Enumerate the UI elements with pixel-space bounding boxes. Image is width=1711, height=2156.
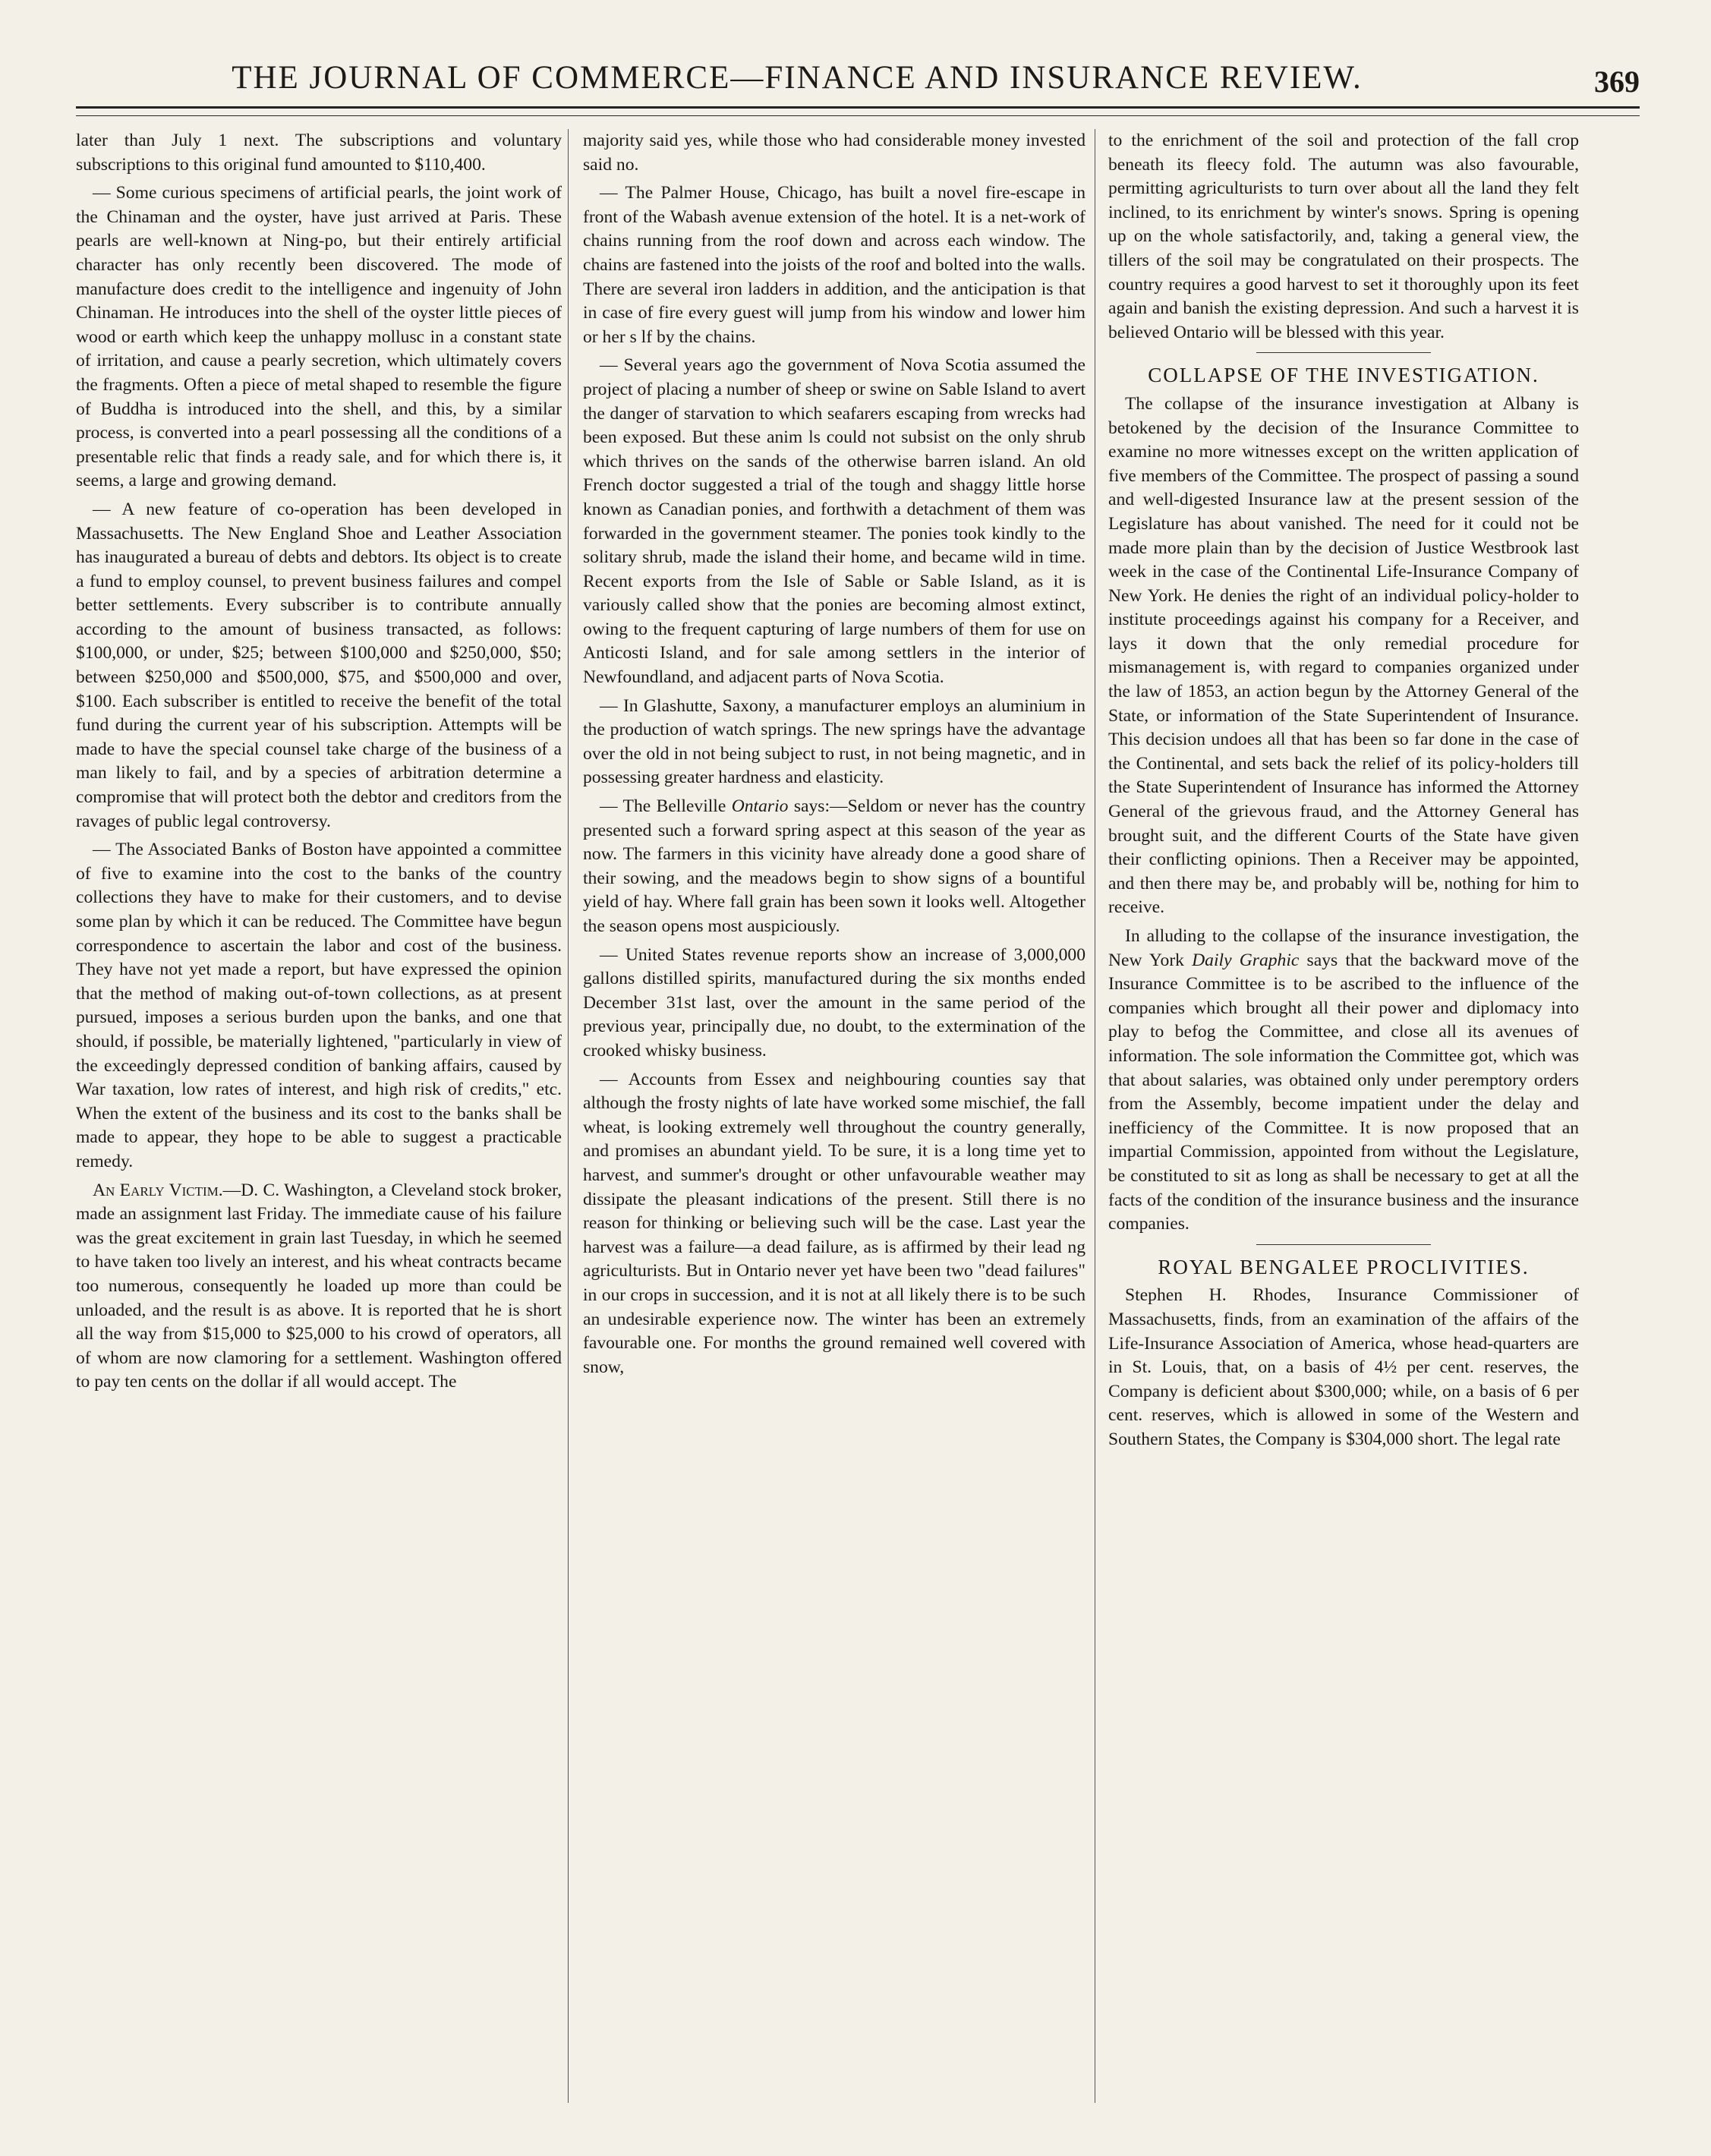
column-2 [583,129,1086,1384]
masthead [76,53,1640,106]
item-lead: An Early Victim. [93,1180,223,1200]
text-run: says that the backward move of the Insurance Committee is to be ascribed to the influence of the companies which brought all their power and diplomacy into play to befog the Committee, and close all its avenues of information. The sole information the Committee got, which was that about salaries, was obtained only under peremptory orders from the Assembly, become impatient under the delay and inefficiency of the Committee. It is now proposed that an impartial Commission, appointed from without the Legislature, be constituted to sit as long as shall be necessary to get at all the facts of the condition of the insurance business and the insurance companies. [1108,950,1579,1234]
section-heading: COLLAPSE OF THE INVESTIGATION. [1148,364,1539,387]
paragraph-artificial-pearls: — Some curious specimens of artificial pearls, the joint work of the Chinaman and the oyster, have just arrived at Paris. These pearls are well-known at Ning-po, but their entirely artificial character has only recently been discovered. The mode of manufacture does credit to the intelligence and ingenuity of John Chinaman. He introduces into the shell of the oyster little pieces of wood or earth which keep the unhappy mollusc in a constant state of irritation, and cause a pearly secretion, which ultimately covers the fragments. Often a piece of metal shaped to resemble the figure of Buddha is introduced into the shell, and this, by a similar process, is converted into a pearl possessing all the conditions of a presentable relic that finds a ready sale, and for which there is, it seems, a large and growing demand. [76,183,562,491]
paragraph-belleville-ontario [583,795,1086,939]
section-divider [1256,352,1431,353]
paragraph-sable-island: — Several years ago the government of Nova Scotia assumed the project of placing a number of sheep or swine on Sable Island to avert the danger of starvation to which seafarers escaping from wrecks had been exposed. But these anim ls could not subsist on the only shrub which thrives on the sands of the otherwise barren island. An old French doctor suggested a trial of the tough and shaggy little horse known as Canadian ponies, and forthwith a detachment of them was forwarded in the government steamer. The ponies took kindly to the solitary shrub, made the island their home, and became wild in time. Recent exports from the Isle of Sable or Sable Island, as it is variously called show that the ponies are becoming almost extinct, owing to the frequent capturing of large numbers of them for use on Anticosti Island, and for sale among settlers in the interior of Newfoundland, and adjacent parts of Nova Scotia. [583,355,1086,688]
column-divider [568,129,569,2103]
paragraph-glashutte: — In Glashutte, Saxony, a manufacturer employs an aluminium in the production of watch springs. The new springs have the advantage over the old in not being subject to rust, in not being magnetic, and in possessing greater hardness and elasticity. [583,695,1086,788]
paragraph: majority said yes, while those who had considerable money invested said no. [583,131,1086,175]
paragraph: later than July 1 next. The subscriptions and voluntary subscriptions to this original fund amounted to $110,400. [76,131,562,175]
column-1 [76,129,562,1399]
column-3 [1108,129,1579,1456]
section-heading: ROYAL BENGALEE PROCLIVITIES. [1158,1255,1530,1278]
paragraph-rhodes: Stephen H. Rhodes, Insurance Commissioner of Massachusetts, finds, from an examination of the affairs of the Life-Insurance Association of America, whose head-quarters are in St. Louis, that, on a basis of 4½ per cent. reserves, the Company is deficient about $300,000; while, on a basis of 6 per cent. reserves, which is allowed in some of the Western and Southern States, the Company is $304,000 short. The legal rate [1108,1285,1579,1449]
paragraph-collapse: The collapse of the insurance investigation at Albany is betokened by the decision of the Insurance Committee to examine no more witnesses except on the written application of five members of the Committee. The prospect of passing a sound and well-digested Insurance law at the present session of the Legislature has about vanished. The need for it could not be made more plain than by the decision of Justice Westbrook last week in the case of the Continental Life-Insurance Company of New York. He denies the right of an individual policy-holder to institute proceedings against his company for a Receiver, and lays it down that the only remedial procedure for mismanagement is, with regard to companies organized under the law of 1853, an action begun by the Attorney General of the State, or information of the State Superintendent of Insurance. This decision undoes all that has been so far done in the case of the Continental, and sets back the relief of its policy-holders till the State Superintendent of Insurance has informed the Attorney General of the grievous fraud, and the Attorney General has brought suit, and the different Courts of the State have given their conflicting opinions. Then a Receiver may be appointed, and then there may be, and probably will be, nothing for him to receive. [1108,393,1579,918]
header-rule-thick [76,106,1640,109]
header-rule-thin [76,115,1640,116]
newspaper-name: Ontario [731,796,789,817]
paragraph-boston-banks: — The Associated Banks of Boston have appointed a committee of five to examine into the cost to the banks of the country collections they have to make for their customers, and to devise some plan by which it can be reduced. The Committee have begun correspondence to ascertain the labor and cost of the business. They have not yet made a report, but have expressed the opinion that the method of making out-of-town collections, as at present pursued, imposes a serious burden upon the banks, and one that should, if possible, be materially lightened, "particularly in view of the exceedingly depressed condition of banking affairs, caused by War taxation, low rates of interest, and high risk of credits," etc. When the extent of the business and its cost to the banks shall be made to appear, they hope to be able to suggest a practicable remedy. [76,840,562,1171]
text-run: — The Belleville [600,796,732,817]
paragraph-revenue-reports: — United States revenue reports show an increase of 3,000,000 gallons distilled spirits, manufactured during the six months ended December 31st last, over the amount in the same period of the previous year, principally due, no doubt, to the extermination of the crooked whisky business. [583,944,1086,1061]
paragraph-essex-accounts: — Accounts from Essex and neighbouring counties say that although the frosty nights of late have worked some mischief, the fall wheat, is looking extremely well throughout the country generally, and promises an abundant yield. To be sure, it is a long time yet to harvest, and summer's drought or other unfavourable weather may dissipate the pleasant indications of the present. Still there is no reason for thinking or believing such will be the case. Last year the harvest was a failure—a dead failure, as is affirmed by their lead ng agriculturists. But in Ontario never yet have been two "dead failures" in our crops in succession, and it is not at all likely there is to be such an undesirable experience now. The winter has been an extremely favourable one. For months the ground remained well covered with snow, [583,1069,1086,1377]
paragraph-early-victim [76,1179,562,1395]
page-number: 369 [1594,65,1640,99]
paragraph-co-operation: — A new feature of co-operation has been developed in Massachusetts. The New England Shoe and Leather Association has inaugurated a bureau of debts and debtors. Its object is to create a fund to employ counsel, to prevent business failures and compel better settlements. Every subscriber is to contribute annually according to the amount of business transacted, as follows: $100,000, or under, $25; between $100,000 and $250,000, $50; between $250,000 and $500,000, $75, and $500,000 and over, $100. Each subscriber is entitled to receive the benefit of the total fund during the current year of his subscription. Attempts will be made to have the special counsel take charge of the business of a man likely to fail, and by a species of arbitration determine a compromise that will protect both the debtor and creditors from the ravages of public legal controversy. [76,499,562,831]
section-divider [1256,1244,1431,1245]
text-run: says:—Seldom or never has the country presented such a forward spring aspect at this season of the year as now. The farmers in this vicinity have already done a good share of their sowing, and the meadows begin to show signs of a bountiful yield of hay. Where fall grain has been sown it looks well. Altogether the season opens most auspiciously. [583,796,1086,936]
journal-title: THE JOURNAL OF COMMERCE—FINANCE AND INSURANCE REVIEW. [232,60,1363,96]
text-run: In alluding to the collapse of the insurance investigation, the New York [1108,926,1579,970]
newspaper-name: Daily Graphic [1192,950,1300,970]
item-body: —D. C. Washington, a Cleveland stock broker, made an assignment last Friday. The immediate cause of his failure was the great excitement in grain last Tuesday, in which he seemed to have taken too lively an interest, and his wheat contracts became too numerous, consequently he loaded up more than could be unloaded, and the result is as above. It is reported that he is short all the way from $15,000 to $25,000 to his crowd of operators, all of whom are now clamoring for a settlement. Washington offered to pay ten cents on the dollar if all would accept. The [76,1180,562,1392]
paragraph: to the enrichment of the soil and protection of the fall crop beneath its fleecy fold. The autumn was also favourable, permitting agriculturists to turn over about all the land they felt inclined, to its enrichment by winter's snows. Spring is opening up on the whole satisfactorily, and, taking a general view, the tillers of the soil may be congratulated on their prospects. The country requires a good harvest to set it thoroughly upon its feet again and banish the existing depression. And such a harvest it is believed Ontario will be blessed with this year. [1108,131,1579,342]
paragraph-daily-graphic [1108,925,1579,1237]
paragraph-palmer-house: — The Palmer House, Chicago, has built a novel fire-escape in front of the Wabash avenue extension of the hotel. It is a net-work of chains running from the roof down and across each window. The chains are fastened into the joists of the roof and bolted into the walls. There are several iron ladders in addition, and the anticipation is that in case of fire every guest will jump from his window and lower him or her s lf by the chains. [583,183,1086,347]
